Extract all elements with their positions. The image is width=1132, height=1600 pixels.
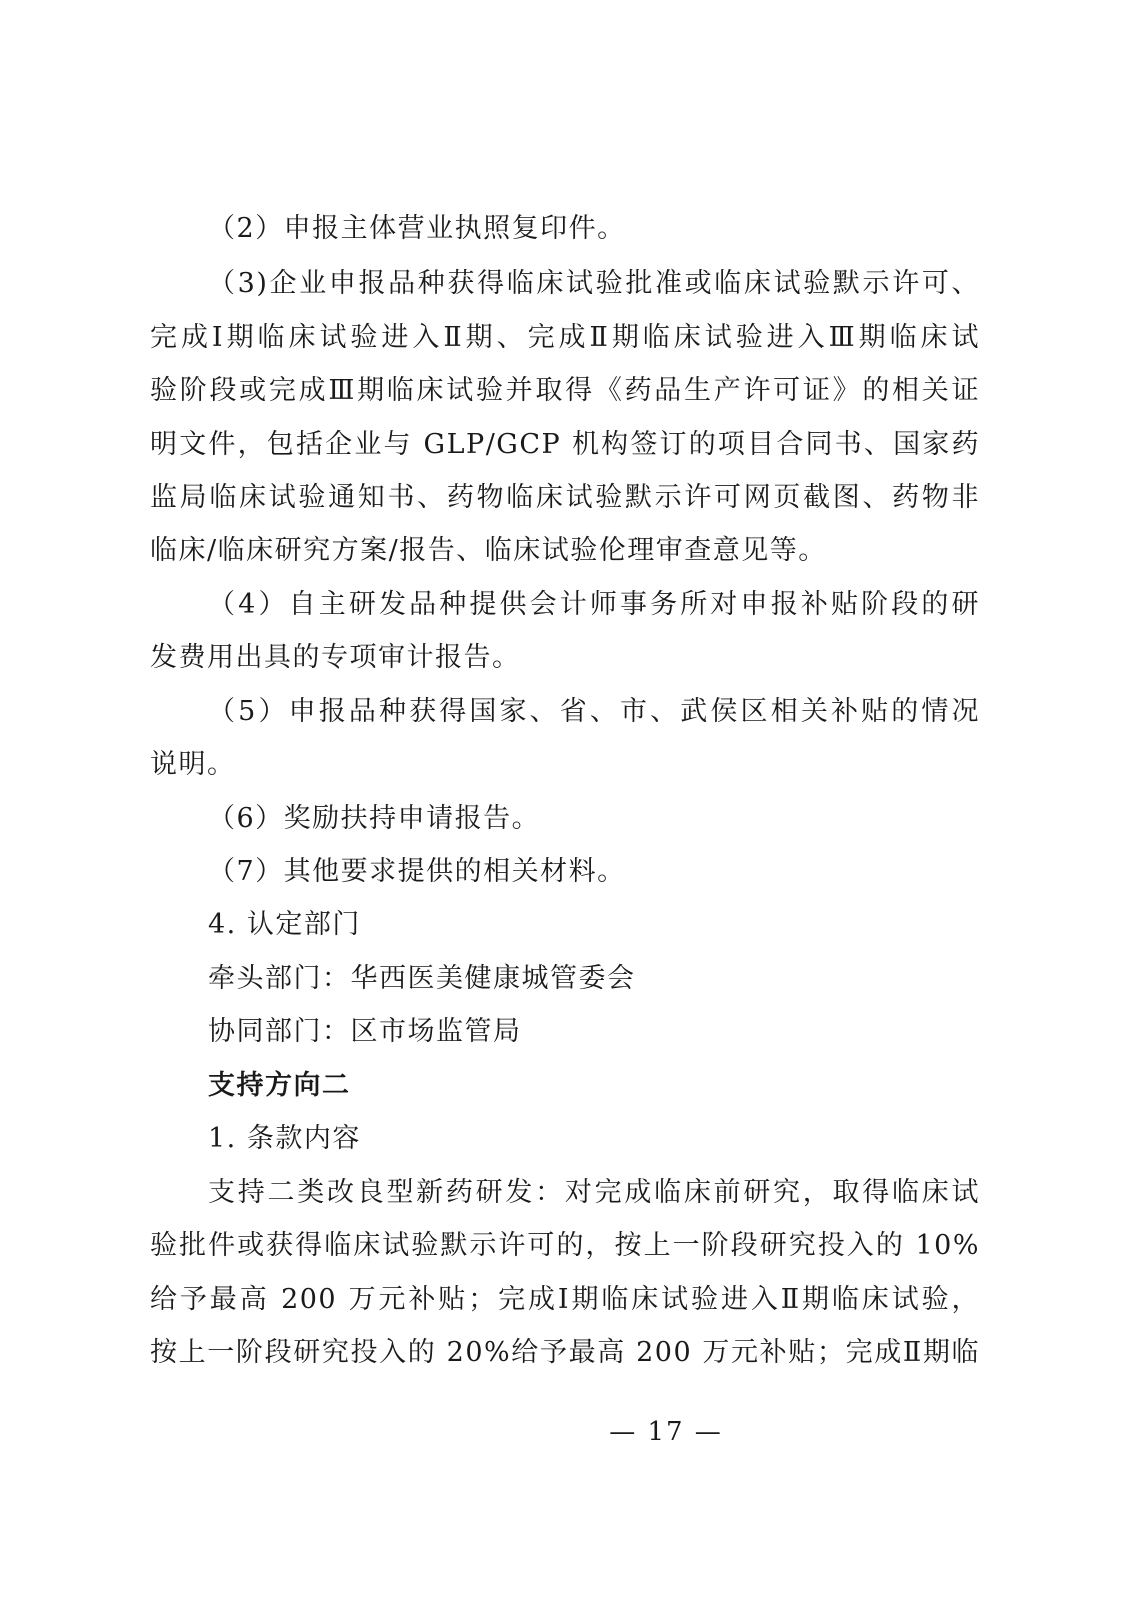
clause-content-heading: 1. 条款内容 — [208, 1123, 361, 1154]
item-3-text-line-5: 监局临床试验通知书、药物临床试验默示许可网页截图、药物非 — [150, 482, 980, 513]
item-3-text-line-2: 完成Ⅰ期临床试验进入Ⅱ期、完成Ⅱ期临床试验进入Ⅲ期临床试 — [150, 322, 980, 353]
item-6-text: （6）奖励扶持申请报告。 — [208, 803, 541, 834]
item-3-text-line-6: 临床/临床研究方案/报告、临床试验伦理审查意见等。 — [150, 535, 827, 566]
section-heading-department: 4. 认定部门 — [208, 909, 361, 940]
item-3-text-line-1: （3)企业申报品种获得临床试验批准或临床试验默示许可、 — [208, 268, 980, 299]
item-4-text-line-2: 发费用出具的专项审计报告。 — [150, 642, 521, 673]
item-5-text-line-2: 说明。 — [150, 749, 236, 780]
clause-text-line-2: 验批件或获得临床试验默示许可的，按上一阶段研究投入的 10% — [150, 1230, 980, 1261]
support-direction-heading: 支持方向二 — [208, 1070, 351, 1101]
lead-department: 牵头部门：华西医美健康城管委会 — [208, 963, 636, 994]
clause-text-line-3: 给予最高 200 万元补贴；完成Ⅰ期临床试验进入Ⅱ期临床试验， — [150, 1284, 980, 1315]
page-number: — 17 — — [609, 1417, 723, 1447]
item-2-text: （2）申报主体营业执照复印件。 — [208, 213, 626, 244]
item-7-text: （7）其他要求提供的相关材料。 — [208, 856, 626, 887]
item-5-text-line-1: （5）申报品种获得国家、省、市、武侯区相关补贴的情况 — [208, 696, 980, 727]
item-3-text-line-3: 验阶段或完成Ⅲ期临床试验并取得《药品生产许可证》的相关证 — [150, 375, 980, 406]
item-3-text-line-4: 明文件，包括企业与 GLP/GCP 机构签订的项目合同书、国家药 — [150, 429, 980, 460]
clause-text-line-1: 支持二类改良型新药研发：对完成临床前研究，取得临床试 — [208, 1177, 980, 1208]
item-4-text-line-1: （4）自主研发品种提供会计师事务所对申报补贴阶段的研 — [208, 589, 980, 620]
clause-text-line-4: 按上一阶段研究投入的 20%给予最高 200 万元补贴；完成Ⅱ期临 — [150, 1337, 980, 1368]
cooperating-department: 协同部门：区市场监管局 — [208, 1016, 522, 1047]
